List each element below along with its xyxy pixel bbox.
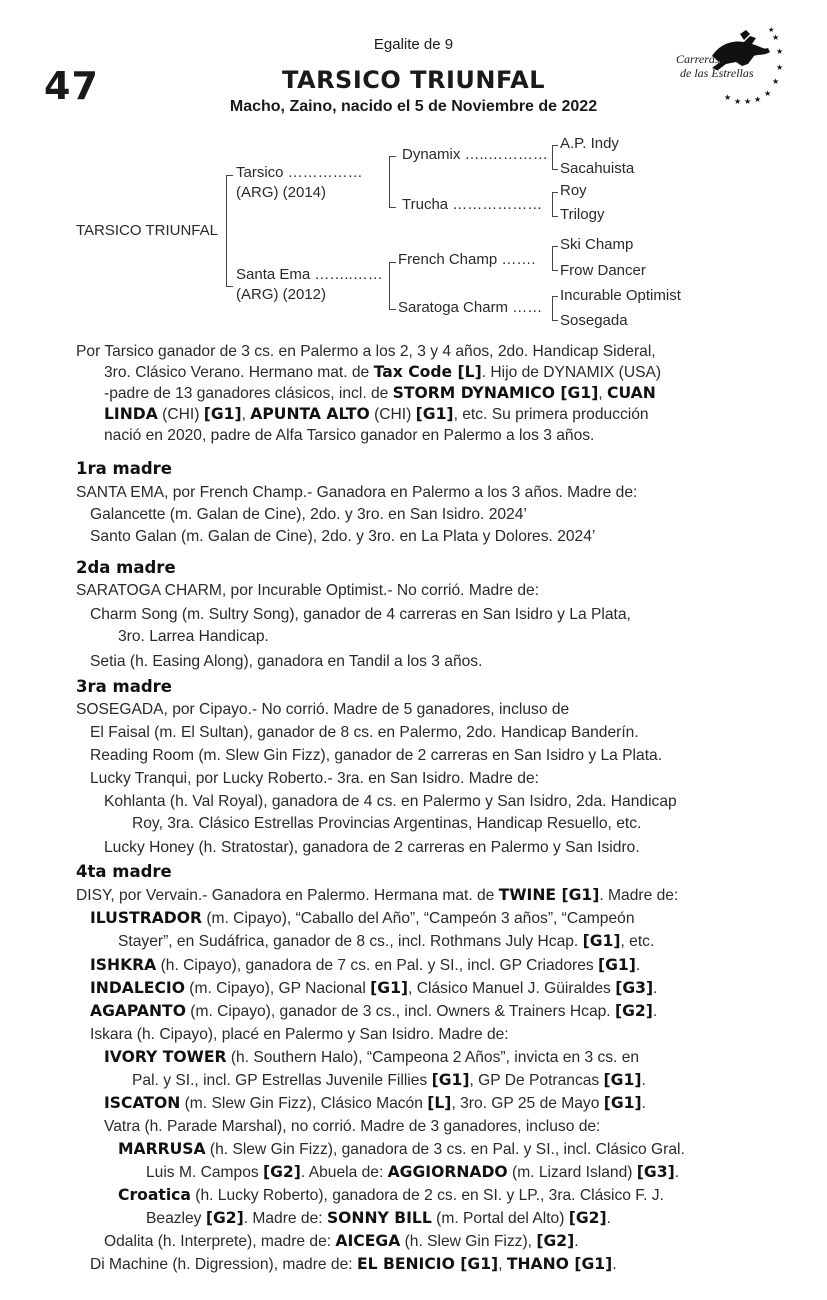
bold-text: STORM DYNAMICO [G1] [392,384,599,402]
text: Stayer”, en Sudáfrica, ganador de 8 cs., incl. Rothmans July Hcap. [118,933,583,950]
text: (CHI) [369,406,416,423]
bold-text: [G3] [615,979,654,997]
bold-text: INDALECIO [90,979,185,997]
bold-text: SONNY BILL [326,1209,432,1227]
bold-text: AICEGA [335,1232,401,1250]
text: (m. Slew Gin Fizz), Clásico Macón [180,1095,428,1112]
fourth-dam-line [146,1162,679,1183]
bold-text: LINDA [104,405,158,423]
pedigree-sire: Tarsico …………… [236,164,363,181]
pedigree-sds: Roy [560,182,587,199]
bold-text: [G2] [205,1209,244,1227]
carreras-logo [672,26,782,108]
text: , etc. [620,933,655,950]
sire-line: nació en 2020, padre de Alfa Tarsico ganador en Palermo a los 3 años. [104,427,595,444]
svg-text:★: ★ [734,97,742,106]
fourth-dam-line [90,908,635,929]
pedigree-sd: Trucha ……………… [402,196,543,213]
text: , [598,385,607,402]
fourth-dam-line: Vatra (h. Parade Marshal), no corrió. Madre de 3 ganadores, incluso de: [104,1118,601,1135]
second-dam-line: 3ro. Larrea Handicap. [118,628,269,645]
svg-text:★: ★ [764,89,772,98]
bold-text: AGGIORNADO [387,1163,508,1181]
fourth-dam-line [90,1254,617,1275]
pedigree-dd: Saratoga Charm …… [398,299,543,316]
text: . Madre de: [243,1210,327,1227]
bold-text: IVORY TOWER [104,1048,227,1066]
horse-name-title: TARSICO TRIUNFAL [281,66,545,94]
bold-text: [G1] [203,405,242,423]
text: . [652,1003,658,1020]
text: Pal. y SI., incl. GP Estrellas Juvenile Fillies [132,1072,432,1089]
text: (h. Slew Gin Fizz), [400,1233,537,1250]
text: . [606,1210,611,1227]
text: Odalita (h. Interprete), madre de: [104,1233,336,1250]
pedigree-ss: Dynamix …..………… [402,146,548,163]
text: (h. Cipayo), ganadora de 7 cs. en Pal. y SI., incl. GP Criadores [156,957,598,974]
bold-text: [G1] [370,979,409,997]
svg-text:★: ★ [772,33,780,42]
text: . [674,1164,680,1181]
pedigree-sire-info: (ARG) (2014) [236,184,327,201]
third-dam-line: Kohlanta (h. Val Royal), ganadora de 4 cs. en Palermo y San Isidro, 2da. Handicap [104,793,677,810]
third-dam-line: El Faisal (m. El Sultan), ganador de 8 cs. en Palermo, 2do. Handicap Banderín. [90,724,639,741]
text: . [641,1095,646,1112]
bold-text: EL BENICIO [G1] [356,1255,499,1273]
bold-text: TWINE [G1] [498,886,600,904]
text: . [635,957,641,974]
bracket-dam [389,262,396,310]
text: , 3ro. GP 25 de Mayo [451,1095,604,1112]
fourth-dam-line [118,1139,685,1160]
text: (m. Cipayo), “Caballo del Año”, “Campeón 3 años”, “Campeón [202,910,635,927]
text: (h. Slew Gin Fizz), ganadora de 3 cs. en Pal. y SI., incl. Clásico Gral. [205,1141,685,1158]
first-dam-line: Galancette (m. Galan de Cine), 2do. y 3ro. en San Isidro. 2024’ [90,506,527,523]
dam-reference: Egalite de 9 [373,36,454,53]
text: Luis M. Campos [146,1164,263,1181]
bracket-ds [552,246,558,271]
bracket-sd [552,192,558,217]
third-dam-heading: 3ra madre [76,677,172,696]
text: (m. Lizard Island) [507,1164,637,1181]
second-dam-heading: 2da madre [76,558,176,577]
bold-text: MARRUSA [118,1140,206,1158]
text: DISY, por Vervain.- Ganadora en Palermo. Hermana mat. de [76,887,499,904]
third-dam-line: Roy, 3ra. Clásico Estrellas Provincias Argentinas, Handicap Resuello, etc. [132,815,642,832]
text: , etc. Su primera producción [453,406,649,423]
svg-text:★: ★ [772,77,780,86]
bold-text: APUNTA ALTO [250,405,370,423]
bold-text: [G2] [536,1232,575,1250]
bracket-sire [389,156,396,208]
fourth-dam-line [146,1208,611,1229]
bold-text: [G2] [568,1209,607,1227]
bold-text: Croatica [118,1186,191,1204]
logo-text-estrellas: de las Estrellas [680,66,754,80]
text: . Abuela de: [300,1164,388,1181]
pedigree-dss: Ski Champ [560,236,634,253]
text: 3ro. Clásico Verano. Hermano mat. de [104,364,374,381]
bold-text: [G1] [598,956,636,974]
bold-text: [G1] [603,1071,642,1089]
text: -padre de 13 ganadores clásicos, incl. de [104,385,393,402]
bold-text: CUAN [607,384,656,402]
text: , [241,406,251,423]
pedigree-ddd: Sosegada [560,312,628,329]
fourth-dam-line [90,955,640,976]
text: Beazley [146,1210,206,1227]
third-dam-line: Reading Room (m. Slew Gin Fizz), ganador de 2 carreras en San Isidro y La Plata. [90,747,663,764]
horse-description: Macho, Zaino, nacido el 5 de Noviembre de 2022 [229,98,598,115]
pedigree-ds: French Champ ……. [398,251,536,268]
fourth-dam-line [90,1001,657,1022]
bold-text: ISHKRA [90,956,157,974]
sire-line [104,404,649,425]
first-dam-line: Santo Galan (m. Galan de Cine), 2do. y 3ro. en La Plata y Dolores. 2024’ [90,528,596,545]
bracket-dd [552,296,558,321]
bold-text: ILUSTRADOR [90,909,202,927]
logo-text-carreras: Carreras [676,52,720,66]
text: (m. Cipayo), ganador de 3 cs., incl. Owners & Trainers Hcap. [185,1003,615,1020]
fourth-dam-line [104,1047,639,1068]
text: (h. Lucky Roberto), ganadora de 2 cs. en SI. y LP., 3ra. Clásico F. J. [190,1187,664,1204]
bold-text: [G1] [415,405,454,423]
bold-text: THANO [G1] [506,1255,613,1273]
lot-number: 47 [44,64,99,108]
pedigree-dam: Santa Ema ……..…… [236,266,383,283]
bold-text: [G2] [263,1163,301,1181]
bracket-ss [552,145,558,170]
text: (m. Portal del Alto) [431,1210,569,1227]
text: , Clásico Manuel J. Güiraldes [408,980,616,997]
svg-text:★: ★ [776,63,784,72]
bold-text: [L] [427,1094,452,1112]
fourth-dam-line [104,1231,579,1252]
fourth-dam-line [104,1093,646,1114]
svg-text:★: ★ [754,95,762,104]
first-dam-heading: 1ra madre [76,459,172,478]
fourth-dam-line [118,1185,664,1206]
bold-text: [G1] [431,1071,470,1089]
fourth-dam-line [76,885,678,906]
first-dam-line: SANTA EMA, por French Champ.- Ganadora en Palermo a los 3 años. Madre de: [76,484,638,501]
svg-text:★: ★ [724,93,732,102]
pedigree-dsd: Frow Dancer [560,262,646,279]
text: . [641,1072,646,1089]
third-dam-line: SOSEGADA, por Cipayo.- No corrió. Madre de 5 ganadores, incluso de [76,701,570,718]
bold-text: AGAPANTO [90,1002,186,1020]
text: Di Machine (h. Digression), madre de: [90,1256,357,1273]
bold-text: [G1] [582,932,621,950]
bold-text: [G3] [636,1163,675,1181]
bold-text: [G1] [603,1094,642,1112]
third-dam-line: Lucky Honey (h. Stratostar), ganadora de 2 carreras en Palermo y San Isidro. [104,839,640,856]
pedigree-dam-info: (ARG) (2012) [236,286,327,303]
text: , GP De Potrancas [469,1072,604,1089]
svg-text:★: ★ [768,27,775,34]
text: . [574,1233,579,1250]
second-dam-line: SARATOGA CHARM, por Incurable Optimist.- No corrió. Madre de: [76,582,540,599]
text: , [498,1256,507,1273]
fourth-dam-heading: 4ta madre [76,862,172,881]
fourth-dam-line [132,1070,646,1091]
text: . Madre de: [599,887,679,904]
bold-text: Tax Code [L] [373,363,482,381]
pedigree-ssd: Sacahuista [560,160,635,177]
svg-text:★: ★ [776,47,784,56]
pedigree-sss: A.P. Indy [560,135,619,152]
sire-line [104,362,661,383]
second-dam-line: Charm Song (m. Sultry Song), ganador de 4 carreras en San Isidro y La Plata, [90,606,631,623]
fourth-dam-line [118,931,654,952]
fourth-dam-line [90,978,657,999]
text: (h. Southern Halo), “Campeona 2 Años”, invicta en 3 cs. en [226,1049,640,1066]
text: (m. Cipayo), GP Nacional [184,980,371,997]
sire-line [104,383,656,404]
bracket-gen1 [226,175,233,287]
second-dam-line: Setia (h. Easing Along), ganadora en Tandil a los 3 años. [90,653,483,670]
svg-text:★: ★ [744,97,752,106]
bold-text: ISCATON [104,1094,181,1112]
pedigree-sdd: Trilogy [560,206,605,223]
pedigree-dds: Incurable Optimist [560,287,681,304]
text: . Hijo de DYNAMIX (USA) [481,364,662,381]
sire-line: Por Tarsico ganador de 3 cs. en Palermo a los 2, 3 y 4 años, 2do. Handicap Sideral, [76,343,656,360]
fourth-dam-line: Iskara (h. Cipayo), placé en Palermo y San Isidro. Madre de: [90,1026,509,1043]
bold-text: [G2] [614,1002,653,1020]
text: . [653,980,658,997]
text: (CHI) [157,406,204,423]
pedigree-horse: TARSICO TRIUNFAL [76,222,218,239]
text: . [612,1256,617,1273]
third-dam-line: Lucky Tranqui, por Lucky Roberto.- 3ra. en San Isidro. Madre de: [90,770,539,787]
